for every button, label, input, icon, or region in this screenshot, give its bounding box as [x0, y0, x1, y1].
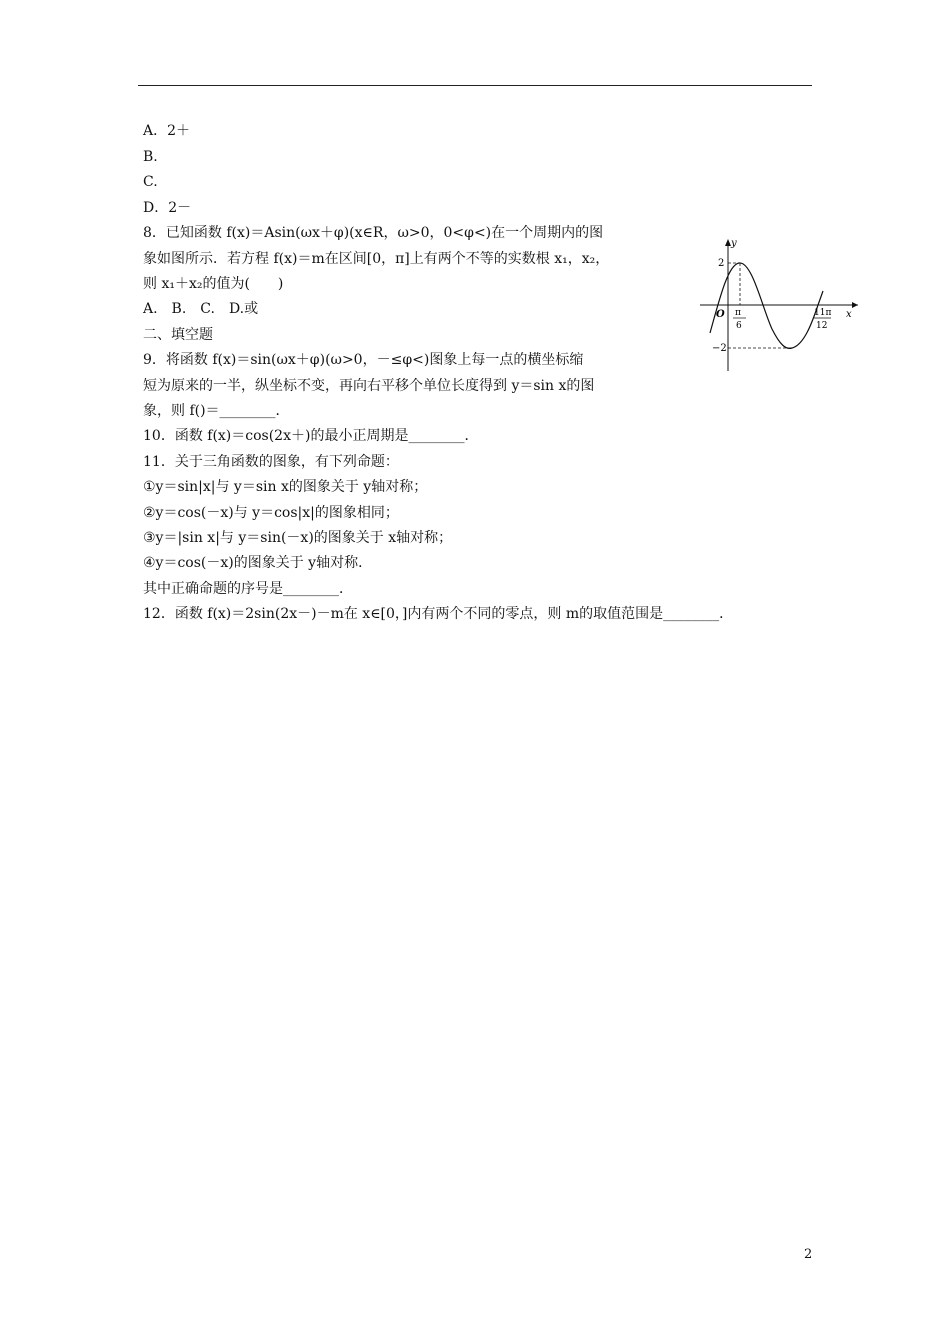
tick2-denominator: 12 — [816, 321, 828, 331]
sine-graph — [700, 233, 865, 373]
text-line: 11．关于三角函数的图象，有下列命题： — [143, 454, 399, 470]
text-line: 10．函数 f(x)＝cos(2x＋)的最小正周期是________． — [143, 428, 479, 444]
section-heading: 二、填空题 — [143, 327, 213, 343]
text-line: B. — [143, 149, 158, 165]
sine-curve — [710, 263, 823, 348]
text-line: A．2＋ — [143, 123, 191, 139]
text-line: 象，则 f()＝________． — [143, 403, 290, 419]
text-line: 象如图所示．若方程 f(x)＝m在区间[0，π]上有两个不等的实数根 x₁，x₂， — [143, 251, 610, 267]
tick1-numerator: π — [735, 308, 741, 318]
text-line: ②y＝cos(－x)与 y＝cos|x|的图象相同； — [143, 505, 399, 521]
tick1-denominator: 6 — [736, 321, 742, 331]
y-axis-label: y — [731, 238, 737, 249]
y-min-label: −2 — [712, 343, 727, 354]
text-line: 9．将函数 f(x)＝sin(ωx＋φ)(ω>0，－≤φ<)图象上每一点的横坐标缩 — [143, 352, 584, 368]
text-line: 其中正确命题的序号是________． — [143, 581, 353, 597]
text-line: ④y＝cos(－x)的图象关于 y轴对称． — [143, 555, 373, 571]
page-number: 2 — [804, 1247, 813, 1262]
text-line: ①y＝sin|x|与 y＝sin x的图象关于 y轴对称； — [143, 479, 428, 495]
text-line: A. B. C. D.或 — [143, 301, 259, 317]
origin-label: O — [716, 309, 725, 320]
header-rule — [138, 85, 812, 86]
text-line: D．2－ — [143, 200, 192, 216]
text-line: 8．已知函数 f(x)＝Asin(ωx＋φ)(x∈R，ω>0，0<φ<)在一个周期内的图 — [143, 225, 604, 241]
text-line: 则 x₁＋x₂的值为( ) — [143, 276, 284, 292]
x-axis-label: x — [846, 309, 852, 320]
text-line: C. — [143, 174, 158, 190]
text-line: 短为原来的一半，纵坐标不变，再向右平移个单位长度得到 y＝sin x的图 — [143, 378, 595, 394]
y-max-label: 2 — [718, 258, 725, 269]
tick2-numerator: 11π — [814, 308, 832, 318]
text-line: ③y＝|sin x|与 y＝sin(－x)的图象关于 x轴对称； — [143, 530, 453, 546]
text-line: 12．函数 f(x)＝2sin(2x－)－m在 x∈[0，]内有两个不同的零点，则 m的取值范围是________． — [143, 606, 734, 622]
x-axis-arrow — [852, 302, 858, 308]
